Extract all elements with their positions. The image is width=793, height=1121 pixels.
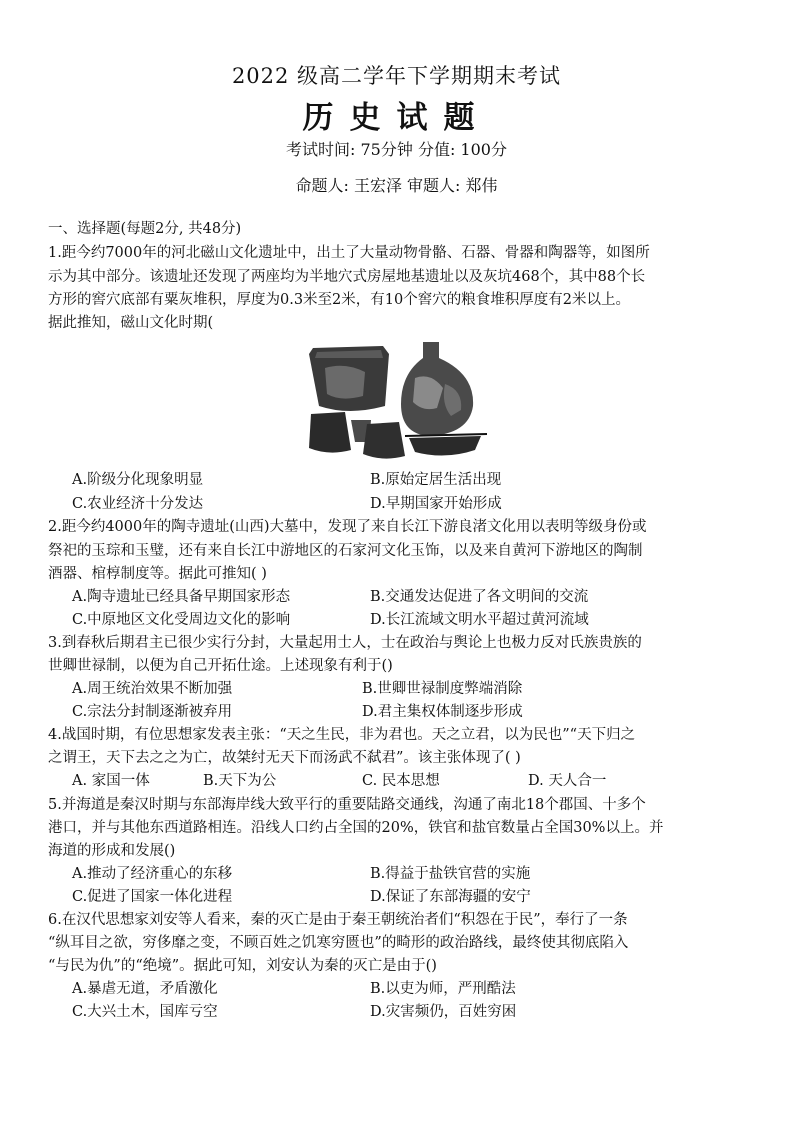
q5-line-2: 港口，并与其他东西道路相连。沿线人口约占全国的20%，铁官和盐官数量占全国30%以上。并 <box>48 820 664 836</box>
q2-option-b: B.交通发达促进了各文明间的交流 <box>370 589 589 605</box>
q1-option-a: A.阶级分化现象明显 <box>72 472 204 488</box>
q3-line-1: 3.到春秋后期君主已很少实行分封，大量起用士人，士在政治与舆论上也极力反对氏族贵族的 <box>48 635 642 651</box>
q4-option-c: C. 民本思想 <box>362 773 440 789</box>
q2-line-2: 祭祀的玉琮和玉璧，还有来自长江中游地区的石家河文化玉饰，以及来自黄河下游地区的陶制 <box>48 543 643 559</box>
q1-line-4: 据此推知，磁山文化时期( <box>48 315 214 331</box>
q5-option-b: B.得益于盐铁官营的实施 <box>370 866 531 882</box>
q3-line-2: 世卿世禄制，以便为自己开拓仕途。上述现象有利于() <box>48 658 393 674</box>
q6-line-3: “与民为仇”的“绝境”。据此可知，刘安认为秦的灭亡是由于() <box>48 958 437 974</box>
q6-option-d: D.灾害频仍，百姓穷困 <box>370 1004 517 1020</box>
subject-title: 历史试题 <box>302 100 491 136</box>
q5-line-3: 海道的形成和发展() <box>48 843 176 859</box>
pottery-artifacts-figure <box>305 338 495 466</box>
q6-option-a: A.暴虐无道，矛盾激化 <box>72 981 218 997</box>
q4-option-d: D. 天人合一 <box>528 773 607 789</box>
q2-option-c: C.中原地区文化受周边文化的影响 <box>72 612 291 628</box>
q1-option-c: C.农业经济十分发达 <box>72 496 204 512</box>
q2-option-d: D.长江流域文明水平超过黄河流域 <box>370 612 589 628</box>
q2-line-1: 2.距今约4000年的陶寺遗址(山西)大墓中，发现了来自长江下游良渚文化用以表明等级身份或 <box>48 519 647 535</box>
q4-line-1: 4.战国时期，有位思想家发表主张：“天之生民，非为君也。天之立君，以为民也”“天下归之 <box>48 727 636 743</box>
q3-option-b: B.世卿世禄制度弊端消除 <box>362 681 523 697</box>
q5-option-c: C.促进了国家一体化进程 <box>72 889 233 905</box>
q5-option-d: D.保证了东部海疆的安宁 <box>370 889 531 905</box>
q5-line-1: 5.并海道是秦汉时期与东部海岸线大致平行的重要陆路交通线，沟通了南北18个郡国、十多个 <box>48 797 646 813</box>
q3-option-c: C.宗法分封制逐渐被弃用 <box>72 704 233 720</box>
q4-option-b: B.天下为公 <box>203 773 277 789</box>
q4-option-a: A. 家国一体 <box>72 773 150 789</box>
q6-option-b: B.以吏为师，严刑酷法 <box>370 981 516 997</box>
q5-option-a: A.推动了经济重心的东移 <box>72 866 233 882</box>
q4-line-2: 之谓王，天下去之之为亡，故桀纣无天下而汤武不弑君”。该主张体现了( ) <box>48 750 521 766</box>
q2-line-3: 酒器、棺椁制度等。据此可推知( ) <box>48 566 267 582</box>
q1-line-3: 方形的窖穴底部有粟灰堆积，厚度为0.3米至2米，有10个窖穴的粮食堆积厚度有2米以上。 <box>48 292 630 308</box>
q6-line-1: 6.在汉代思想家刘安等人看来，秦的灭亡是由于秦王朝统治者们“积怨在于民”，奉行了一条 <box>48 912 628 928</box>
q6-line-2: “纵耳目之欲，穷侈靡之变，不顾百姓之饥寒穷匮也”的畸形的政治路线，最终使其彻底陷入 <box>48 935 629 951</box>
q3-option-a: A.周王统治效果不断加强 <box>72 681 233 697</box>
q1-option-d: D.早期国家开始形成 <box>370 496 502 512</box>
exam-time-score: 考试时间: 75分钟 分值: 100分 <box>286 140 507 159</box>
q1-line-1: 1.距今约7000年的河北磁山文化遗址中，出土了大量动物骨骼、石器、骨器和陶器等，如图所 <box>48 245 650 261</box>
exam-authors: 命题人: 王宏泽 审题人: 郑伟 <box>295 176 498 195</box>
q1-line-2: 示为其中部分。该遗址还发现了两座均为半地穴式房屋地基遗址以及灰坑468个，其中88个长 <box>48 269 646 285</box>
q6-option-c: C.大兴土木，国库亏空 <box>72 1004 218 1020</box>
section-heading: 一、选择题(每题2分, 共48分) <box>48 221 242 237</box>
exam-title: 2022 级高二学年下学期期末考试 <box>231 64 562 88</box>
q3-option-d: D.君主集权体制逐步形成 <box>362 704 523 720</box>
q2-option-a: A.陶寺遗址已经具备早期国家形态 <box>72 589 291 605</box>
q1-option-b: B.原始定居生活出现 <box>370 472 502 488</box>
